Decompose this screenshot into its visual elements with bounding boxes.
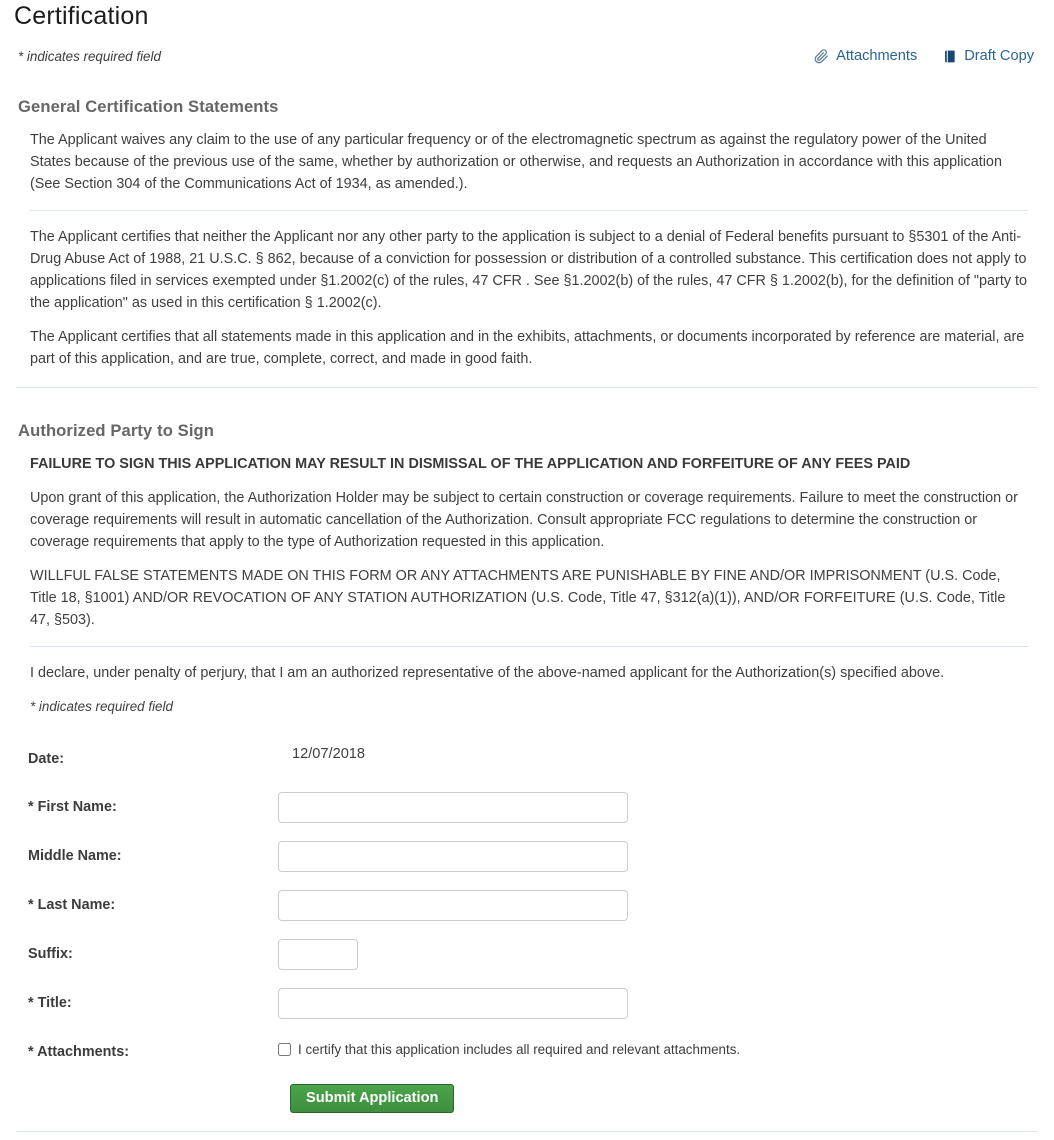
- middle-name-input[interactable]: [278, 841, 628, 872]
- paperclip-icon: [814, 49, 829, 64]
- suffix-input[interactable]: [278, 939, 358, 970]
- attachments-label: * Attachments:: [28, 1044, 130, 1060]
- attachments-certify-label: I certify that this application includes all required and relevant attachments.: [298, 1042, 741, 1057]
- failure-to-sign-warning: FAILURE TO SIGN THIS APPLICATION MAY RESULT IN DISMISSAL OF THE APPLICATION AND FORFEITURE OF ANY FEES PAID: [30, 456, 911, 472]
- general-paragraph-1: The Applicant waives any claim to the use of any particular frequency or of the electromagnetic spectrum as against the regulatory power of the United States because of the previous use of the same, whether by authorization or otherwise, and requests an Authorization in accordance with this application (See Section 304 of the Communications Act of 1934, as amended.).: [30, 132, 1002, 192]
- title-label: * Title:: [28, 995, 72, 1011]
- divider: [16, 1131, 1038, 1132]
- form-row-title: [28, 988, 1038, 1019]
- page-title: Certification: [14, 2, 149, 30]
- last-name-label: * Last Name:: [28, 897, 116, 913]
- title-input[interactable]: [278, 988, 628, 1019]
- last-name-input[interactable]: [278, 890, 628, 921]
- first-name-label: * First Name:: [28, 799, 117, 815]
- draft-copy-link[interactable]: [943, 48, 1034, 64]
- submit-application-button[interactable]: Submit Application: [290, 1084, 454, 1113]
- general-certification-heading: General Certification Statements: [18, 97, 279, 116]
- date-value: 12/07/2018: [292, 746, 366, 762]
- perjury-declaration: I declare, under penalty of perjury, that I am an authorized representative of the above-named applicant for the Authorization(s) specified above.: [30, 665, 945, 681]
- book-icon: [943, 49, 957, 64]
- divider: [30, 210, 1028, 211]
- signature-form: [28, 744, 1038, 1113]
- form-row-submit: [28, 1078, 1038, 1113]
- construction-requirements-paragraph: Upon grant of this application, the Authorization Holder may be subject to certain construction or coverage requirements. Failure to meet the construction or coverage requirements will result in automatic cancellation of the Authorization. Consult appropriate FCC regulations to determine the construction or coverage requirements that apply to the type of Authorization requested in this application.: [30, 490, 1018, 550]
- form-row-first-name: [28, 792, 1038, 823]
- draft-copy-link-label: Draft Copy: [964, 48, 1034, 64]
- general-paragraph-3: The Applicant certifies that all statements made in this application and in the exhibits, attachments, or documents incorporated by reference are material, are part of this application, and are true, complete, correct, and made in good faith.: [30, 329, 1025, 367]
- general-certification-body: [30, 129, 1028, 370]
- divider: [16, 387, 1038, 388]
- date-label: Date:: [28, 751, 64, 767]
- required-field-note-form: * indicates required field: [30, 699, 173, 714]
- divider: [30, 646, 1028, 647]
- toolbar: [814, 48, 1034, 64]
- attachments-link-label: Attachments: [836, 48, 918, 64]
- form-row-date: [28, 744, 1038, 776]
- form-row-suffix: [28, 939, 1038, 970]
- willful-false-statements-paragraph: WILLFUL FALSE STATEMENTS MADE ON THIS FORM OR ANY ATTACHMENTS ARE PUNISHABLE BY FINE AND/OR IMPRISONMENT (U.S. Code, Title 18, §1001) AND/OR REVOCATION OF ANY STATION AUTHORIZATION (U.S. Code, Title 47, §312(a)(1)), AND/OR FORFEITURE (U.S. Code, Title 47, §503).: [30, 568, 1006, 628]
- meta-row: [18, 48, 1034, 64]
- general-paragraph-2: The Applicant certifies that neither the Applicant nor any other party to the application is subject to a denial of Federal benefits pursuant to §5301 of the Anti-Drug Abuse Act of 1988, 21 U.S.C. § 862, because of a conviction for possession or distribution of a controlled substance. This certification does not apply to applications filed in services exempted under §1.2002(c) of the rules, 47 CFR . See §1.2002(b) of the rules, 47 CFR § 1.2002(b), for the definition of "party to the application" as used in this certification § 1.2002(c).: [30, 229, 1028, 311]
- authorized-party-heading: Authorized Party to Sign: [18, 421, 214, 440]
- attachments-certify-checkbox[interactable]: [278, 1043, 291, 1056]
- suffix-label: Suffix:: [28, 946, 73, 962]
- form-row-middle-name: [28, 841, 1038, 872]
- form-row-last-name: [28, 890, 1038, 921]
- attachments-link[interactable]: [814, 48, 917, 64]
- first-name-input[interactable]: [278, 792, 628, 823]
- middle-name-label: Middle Name:: [28, 848, 122, 864]
- authorized-party-body: [30, 453, 1028, 718]
- required-field-note: * indicates required field: [18, 48, 161, 64]
- form-row-attachments: [28, 1037, 1038, 1060]
